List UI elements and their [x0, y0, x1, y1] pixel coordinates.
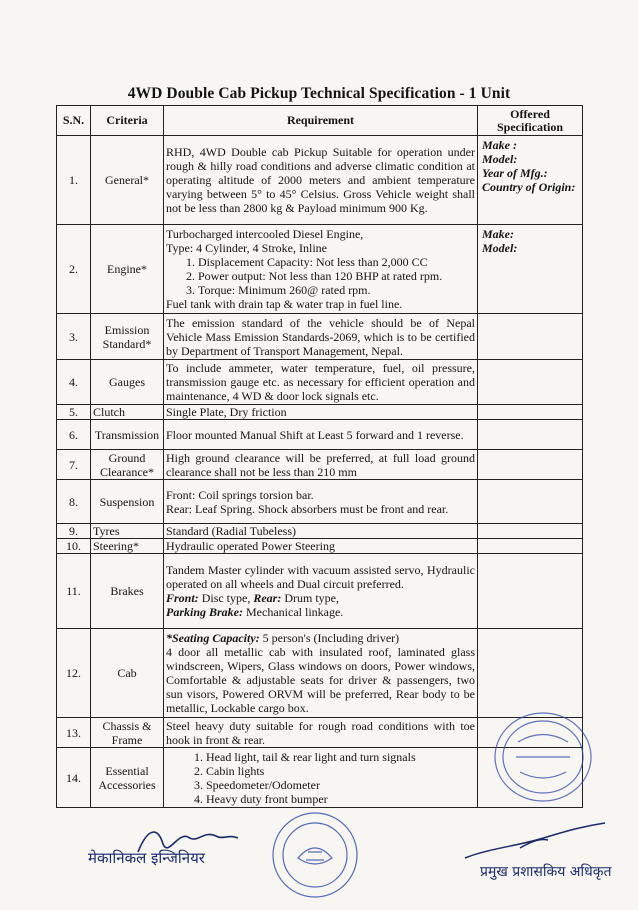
row-criteria: Steering* — [91, 539, 164, 554]
offered-spec-cell — [478, 136, 583, 225]
row-criteria: Cab — [91, 629, 164, 718]
table-row — [57, 420, 583, 450]
row-sn: 2. — [57, 225, 91, 314]
row-sn: 10. — [57, 539, 91, 554]
table-row — [57, 225, 583, 314]
designation-left: मेकानिकल इन्जिनियर — [88, 849, 205, 867]
signature-right — [460, 818, 620, 898]
row-criteria: General* — [91, 136, 164, 225]
rear-label: Rear: — [253, 591, 282, 605]
row-requirement: Standard (Radial Tubeless) — [164, 524, 478, 539]
row-criteria: Transmission — [91, 420, 164, 450]
offered-spec-cell — [478, 225, 583, 314]
table-row — [57, 360, 583, 405]
row-requirement — [164, 554, 478, 629]
row-requirement: To include ammeter, water temperature, fuel, oil pressure, transmission gauge etc. as necessary for efficient operation and maintenance, 4 WD & door lock signals etc. — [164, 360, 478, 405]
row-requirement: High ground clearance will be preferred, at full load ground clearance shall not be less than 210 mm — [164, 450, 478, 480]
front-value: Disc type, — [198, 591, 254, 605]
row-requirement — [164, 748, 478, 808]
header-offered: Offered Specification — [478, 106, 583, 136]
list-item: 2. Power output: Not less than 120 BHP at rated rpm. — [198, 269, 475, 283]
req-line: Type: 4 Cylinder, 4 Stroke, Inline — [166, 241, 327, 255]
row-requirement: Steel heavy duty suitable for rough road conditions with toe hook in front & rear. — [164, 718, 478, 748]
offered-spec-cell — [478, 405, 583, 420]
row-requirement: Hydraulic operated Power Steering — [164, 539, 478, 554]
row-sn: 14. — [57, 748, 91, 808]
table-row — [57, 450, 583, 480]
header-requirement: Requirement — [164, 106, 478, 136]
row-requirement — [164, 480, 478, 524]
offered-spec-cell — [478, 539, 583, 554]
req-list — [166, 750, 475, 806]
offered-make: Make : — [482, 138, 517, 152]
office-seal-center — [268, 808, 363, 903]
signature-left — [88, 822, 258, 892]
req-line: Tandem Master cylinder with vacuum assisted servo, Hydraulic operated on all wheels and Dual circuit preferred. — [166, 563, 475, 591]
row-criteria: Chassis & Frame — [91, 718, 164, 748]
table-row — [57, 480, 583, 524]
header-sn: S.N. — [57, 106, 91, 136]
table-header-row — [57, 106, 583, 136]
row-criteria: Gauges — [91, 360, 164, 405]
row-sn: 1. — [57, 136, 91, 225]
row-criteria: Ground Clearance* — [91, 450, 164, 480]
seating-value: 5 person's (Including driver) — [259, 631, 400, 645]
offered-spec-cell — [478, 450, 583, 480]
row-sn: 4. — [57, 360, 91, 405]
row-requirement: Single Plate, Dry friction — [164, 405, 478, 420]
req-line: Rear: Leaf Spring. Shock absorbers must be front and rear. — [166, 501, 449, 516]
req-list — [166, 255, 475, 297]
row-sn: 3. — [57, 314, 91, 360]
row-criteria: Essential Accessories — [91, 748, 164, 808]
row-sn: 6. — [57, 420, 91, 450]
list-item: 3. Speedometer/Odometer — [206, 778, 475, 792]
offered-spec-cell — [478, 554, 583, 629]
office-stamp-right — [488, 702, 598, 812]
list-item: 3. Torque: Minimum 260@ rated rpm. — [198, 283, 475, 297]
row-criteria: Emission Standard* — [91, 314, 164, 360]
offered-spec-cell — [478, 480, 583, 524]
row-sn: 12. — [57, 629, 91, 718]
table-row — [57, 554, 583, 629]
req-line — [166, 605, 475, 619]
list-item: 1. Head light, tail & rear light and turn signals — [206, 750, 475, 764]
parking-label: Parking Brake: — [166, 605, 244, 619]
handwritten-signature-right — [460, 818, 610, 863]
req-line: 4 door all metallic cab with insulated roof, laminated glass windscreen, Wipers, Glass windows on doors, Power windows, Comfortable & adjustable seats for driver & passengers, two sun visors, Powered ORVM will be preferred, Rear body to be metallic, Lockable cargo box. — [166, 645, 475, 715]
table-row — [57, 136, 583, 225]
req-line — [166, 591, 475, 605]
table-row — [57, 314, 583, 360]
offered-spec-cell — [478, 360, 583, 405]
table-row — [57, 405, 583, 420]
row-criteria: Tyres — [91, 524, 164, 539]
designation-right: प्रमुख प्रशासकिय अधिकृत — [480, 864, 612, 880]
list-item: 4. Heavy duty front bumper — [206, 792, 475, 806]
page-title: 4WD Double Cab Pickup Technical Specification - 1 Unit — [127, 85, 511, 102]
offered-year: Year of Mfg.: — [482, 166, 548, 180]
row-sn: 5. — [57, 405, 91, 420]
row-requirement: RHD, 4WD Double cab Pickup Suitable for operation under rough & hilly road conditions and adverse climatic condition at operating altitude of 2000 meters and ambient temperature varying between 5° to 45° Celsius. Gross Vehicle weight shall not be less than 2800 kg & Payload minimum 900 Kg. — [164, 136, 478, 225]
offered-spec-cell — [478, 420, 583, 450]
rear-value: Drum type, — [281, 591, 339, 605]
row-criteria: Brakes — [91, 554, 164, 629]
req-line: Turbocharged intercooled Diesel Engine, — [166, 227, 364, 241]
row-requirement: Floor mounted Manual Shift at Least 5 forward and 1 reverse. — [164, 420, 478, 450]
list-item: 1. Displacement Capacity: Not less than 2,000 CC — [198, 255, 475, 269]
row-criteria: Suspension — [91, 480, 164, 524]
table-row — [57, 539, 583, 554]
row-sn: 13. — [57, 718, 91, 748]
parking-value: Mechanical linkage. — [243, 605, 344, 619]
offered-model: Model: — [482, 241, 518, 255]
row-criteria: Engine* — [91, 225, 164, 314]
offered-make: Make: — [482, 227, 514, 241]
table-row — [57, 524, 583, 539]
row-sn: 11. — [57, 554, 91, 629]
row-requirement — [164, 629, 478, 718]
row-criteria: Clutch — [91, 405, 164, 420]
offered-spec-cell — [478, 314, 583, 360]
front-label: Front: — [166, 591, 199, 605]
offered-country: Country of Origin: — [482, 180, 576, 194]
offered-spec-cell — [478, 524, 583, 539]
list-item: 2. Cabin lights — [206, 764, 475, 778]
req-line: Fuel tank with drain tap & water trap in fuel line. — [166, 297, 403, 311]
req-line: Front: Coil springs torsion bar. — [166, 487, 314, 502]
row-requirement — [164, 225, 478, 314]
row-sn: 8. — [57, 480, 91, 524]
req-line — [166, 631, 475, 645]
row-sn: 7. — [57, 450, 91, 480]
row-requirement: The emission standard of the vehicle should be of Nepal Vehicle Mass Emission Standards-2069, which is to be certified by Department of Transport Management, Nepal. — [164, 314, 478, 360]
header-criteria: Criteria — [91, 106, 164, 136]
seating-label: *Seating Capacity: — [166, 631, 260, 645]
offered-model: Model: — [482, 152, 518, 166]
row-sn: 9. — [57, 524, 91, 539]
